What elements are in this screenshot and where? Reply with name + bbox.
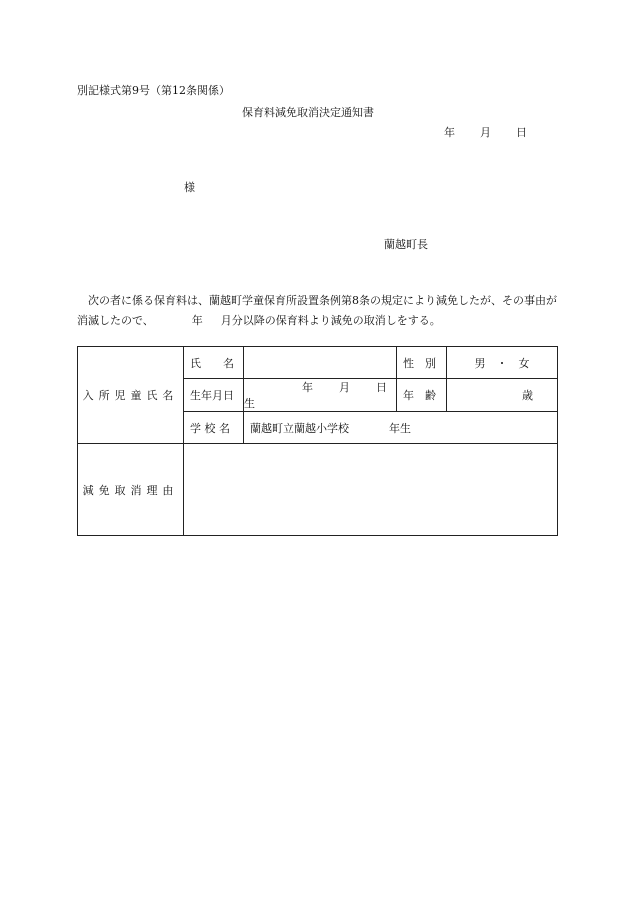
name-field[interactable] <box>244 347 397 379</box>
body-year-unit: 年 <box>191 314 203 327</box>
school-field[interactable] <box>244 412 558 444</box>
dob-label: 生年月日 <box>184 379 244 412</box>
school-label: 学 校 名 <box>184 412 244 444</box>
sex-options[interactable]: 男 ・ 女 <box>447 347 558 379</box>
issuer-title: 蘭越町長 <box>384 238 428 251</box>
form-number: 別記様式第9号（第12条関係） <box>77 84 230 97</box>
body-line-1: 次の者に係る保育料は、蘭越町学童保育所設置条例第8条の規定により減免したが、その事由が消滅したので、 <box>77 294 557 327</box>
addressee-honorific: 様 <box>184 181 195 194</box>
dob-month-unit: 月 <box>339 381 350 394</box>
dob-year-unit: 年 <box>302 381 313 394</box>
notice-body <box>77 291 557 331</box>
name-label: 氏 名 <box>184 347 244 379</box>
document-title: 保育料減免取消決定通知書 <box>242 106 374 119</box>
reason-label: 減免取消理由 <box>78 444 184 536</box>
body-line-2: 月分以降の保育料より減免の取消しをする。 <box>220 314 441 327</box>
grade-unit: 年生 <box>389 421 411 435</box>
dob-day-unit: 日生 <box>244 381 387 410</box>
reason-field[interactable] <box>184 444 558 536</box>
date-year: 年 <box>444 126 455 139</box>
enrolled-child-label: 入所児童氏名 <box>78 347 184 444</box>
date-day: 日 <box>516 126 527 139</box>
age-field[interactable]: 歳 <box>447 379 558 412</box>
age-label: 年 齢 <box>397 379 447 412</box>
date-month: 月 <box>480 126 491 139</box>
child-info-table <box>77 346 558 536</box>
school-name: 蘭越町立蘭越小学校 <box>250 421 349 435</box>
dob-field[interactable] <box>244 379 397 412</box>
sex-label: 性 別 <box>397 347 447 379</box>
